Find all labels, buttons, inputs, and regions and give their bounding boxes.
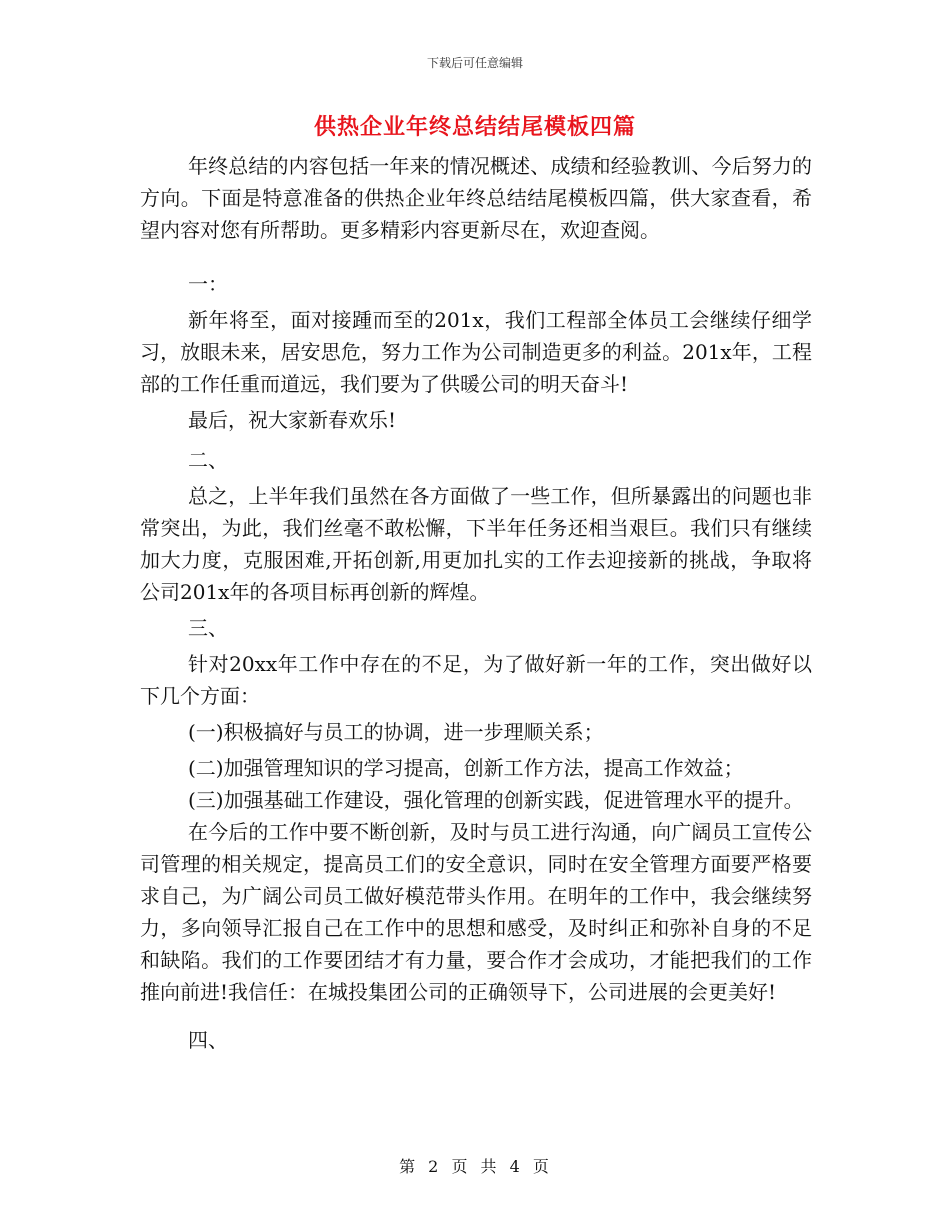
- section-3-heading: 三、: [188, 616, 228, 640]
- section-2-heading: 二、: [188, 448, 228, 472]
- section-1-paragraph: 新年将至，面对接踵而至的201x，我们工程部全体员工会继续仔细学习，放眼未来，居安思危，努力工作为公司制造更多的利益。201x年，工程部的工作任重而道远，我们要为了供暖公司的明天奋斗!: [140, 308, 812, 396]
- intro-paragraph: 年终总结的内容包括一年来的情况概述、成绩和经验教训、今后努力的方向。下面是特意准备的供热企业年终总结结尾模板四篇，供大家查看，希望内容对您有所帮助。更多精彩内容更新尽在，欢迎查阅。: [140, 154, 812, 242]
- section-4-heading: 四、: [188, 1028, 228, 1052]
- section-2-paragraph: 总之，上半年我们虽然在各方面做了一些工作，但所暴露出的问题也非常突出，为此，我们丝毫不敢松懈，下半年任务还相当艰巨。我们只有继续加大力度，克服困难,开拓创新,用更加扎实的工作去迎接新的挑战，争取将公司201x年的各项目标再创新的辉煌。: [140, 484, 812, 604]
- document-title: 供热企业年终总结结尾模板四篇: [313, 114, 636, 140]
- document-body: [140, 150, 812, 1060]
- page-footer: 第 2 页 共 4 页: [399, 1157, 551, 1176]
- section-3-paragraph-2: 在今后的工作中要不断创新，及时与员工进行沟通，向广阔员工宣传公司管理的相关规定，提高员工们的安全意识，同时在安全管理方面要严格要求自己，为广阔公司员工做好模范带头作用。在明年的工作中，我会继续努力，多向领导汇报自己在工作中的思想和感受，及时纠正和弥补自身的不足和缺陷。我们的工作要团结才有力量，要合作才会成功，才能把我们的工作推向前进!我信任：在城投集团公司的正确领导下，公司进展的会更美好!: [140, 820, 812, 1004]
- section-1-heading: 一：: [188, 272, 228, 296]
- header-note: 下载后可任意编辑: [426, 56, 523, 70]
- section-3-item-1: (一)积极搞好与员工的协调，进一步理顺关系；: [188, 720, 604, 744]
- section-3-paragraph: 针对20xx年工作中存在的不足，为了做好新一年的工作，突出做好以下几个方面：: [140, 652, 812, 708]
- section-3-item-2: (二)加强管理知识的学习提高，创新工作方法，提高工作效益；: [188, 756, 744, 780]
- section-1-closing: 最后，祝大家新春欢乐!: [188, 408, 397, 432]
- section-3-item-3: (三)加强基础工作建设，强化管理的创新实践，促进管理水平的提升。: [188, 788, 804, 812]
